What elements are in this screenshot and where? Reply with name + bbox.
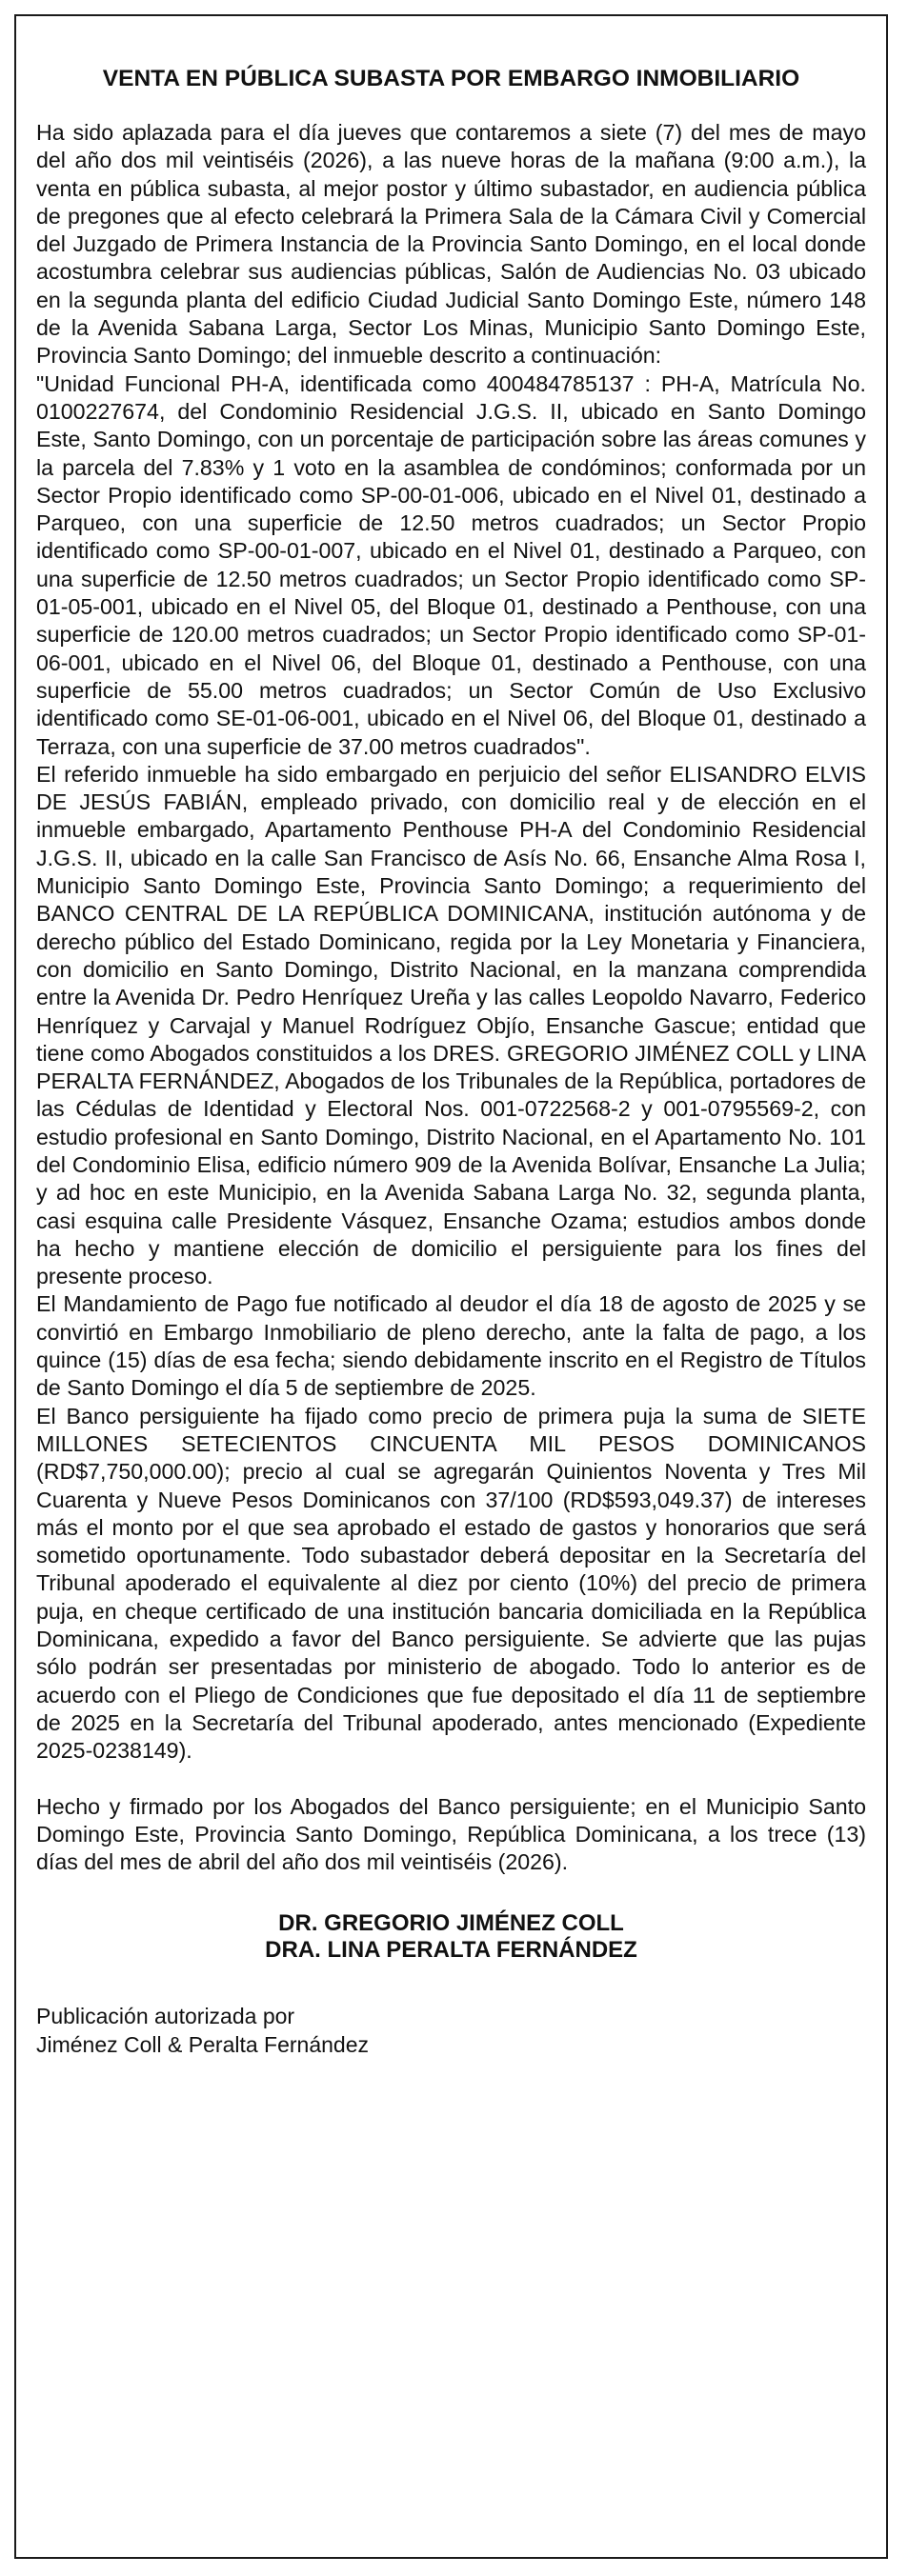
signer-name: DRA. LINA PERALTA FERNÁNDEZ <box>265 1937 637 1964</box>
seizure-paragraph: El referido inmueble ha sido embargado en perjuicio del señor ELISANDRO ELVIS DE JESÚS FABIÁN, empleado privado, con domicilio real y de elección en el inmueble embargado, Apartamento Penthouse PH-A del Condominio Residencial J.G.S. II, ubicado en la calle San Francisco de Asís No. 66, Ensanche Alma Rosa I, Municipio Santo Domingo Este, Provincia Santo Domingo; a requerimiento del BANCO CENTRAL DE LA REPÚBLICA DOMINICANA, institución autónoma y de derecho público del Estado Dominicano, regida por la Ley Monetaria y Financiera, con domicilio en Santo Domingo, Distrito Nacional, en la manzana comprendida entre la Avenida Dr. Pedro Henríquez Ureña y las calles Leopoldo Navarro, Federico Henríquez y Carvajal y Manuel Rodríguez Objío, Ensanche Gascue; entidad que tiene como Abogados constituidos a los DRES. GREGORIO JIMÉNEZ COLL y LINA PERALTA FERNÁNDEZ, Abogados de los Tribunales de la República, portadores de las Cédulas de Identidad y Electoral Nos. 001-0722568-2 y 001-0795569-2, con estudio profesional en Santo Domingo, Distrito Nacional, en el Apartamento No. 101 del Condominio Elisa, edificio número 909 de la Avenida Bolívar, Ensanche La Julia; y ad hoc en este Municipio, en la Avenida Sabana Larga No. 32, segunda planta, casi esquina calle Presidente Vásquez, Ensanche Ozama; estudios ambos donde ha hecho y mantiene elección de domicilio el persiguiente para los fines del presente proceso. <box>36 761 866 1289</box>
notice-title: VENTA EN PÚBLICA SUBASTA POR EMBARGO INMOBILIARIO <box>102 66 800 91</box>
publication-footer <box>36 2002 866 2059</box>
footer-line: Jiménez Coll & Peralta Fernández <box>36 2032 369 2058</box>
signer-name: DR. GREGORIO JIMÉNEZ COLL <box>278 1910 624 1937</box>
legal-notice <box>14 14 888 2559</box>
property-description-paragraph: "Unidad Funcional PH-A, identificada como 400484785137 : PH-A, Matrícula No. 0100227674, del Condominio Residencial J.G.S. II, ubicado en Santo Domingo Este, Santo Domingo, con un porcentaje de participación sobre las áreas comunes y la parcela del 7.83% y 1 voto en la asamblea de condóminos; conformada por un Sector Propio identificado como SP-00-01-006, ubicado en el Nivel 01, destinado a Parqueo, con una superficie de 12.50 metros cuadrados; un Sector Propio identificado como SP-00-01-007, ubicado en el Nivel 01, destinado a Parqueo, con una superficie de 12.50 metros cuadrados; un Sector Propio identificado como SP-01-05-001, ubicado en el Nivel 05, del Bloque 01, destinado a Penthouse, con una superficie de 120.00 metros cuadrados; un Sector Propio identificado como SP-01-06-001, ubicado en el Nivel 06, del Bloque 01, destinado a Penthouse, con una superficie de 55.00 metros cuadrados; un Sector Común de Uso Exclusivo identificado como SE-01-06-001, ubicado en el Nivel 06, del Bloque 01, destinado a Terraza, con una superficie de 37.00 metros cuadrados". <box>36 370 866 759</box>
footer-line: Publicación autorizada por <box>36 2004 295 2029</box>
signers-block <box>36 1910 866 1964</box>
price-paragraph: El Banco persiguiente ha fijado como precio de primera puja la suma de SIETE MILLONES SETECIENTOS CINCUENTA MIL PESOS DOMINICANOS (RD$7,750,000.00); precio al cual se agregarán Quinientos Noventa y Tres Mil Cuarenta y Nueve Pesos Dominicanos con 37/100 (RD$593,049.37) de intereses más el monto por el que sea aprobado el estado de gastos y honorarios que será sometido oportunamente. Todo subastador deberá depositar en la Secretaría del Tribunal apoderado el equivalente al diez por ciento (10%) del precio de primera puja, en cheque certificado de una institución bancaria domiciliada en la República Dominicana, expedido a favor del Banco persiguiente. Se advierte que las pujas sólo podrán ser presentadas por ministerio de abogado. Todo lo anterior es de acuerdo con el Pliego de Condiciones que fue depositado el día 11 de septiembre de 2025 en la Secretaría del Tribunal apoderado, antes mencionado (Expediente 2025-0238149). <box>36 1403 866 1764</box>
paragraph-spacer <box>36 1766 866 1793</box>
auction-paragraph: Ha sido aplazada para el día jueves que contaremos a siete (7) del mes de mayo del año dos mil veintiséis (2026), a las nueve horas de la mañana (9:00 a.m.), la venta en pública subasta, al mejor postor y último subastador, en audiencia pública de pregones que al efecto celebrará la Primera Sala de la Cámara Civil y Comercial del Juzgado de Primera Instancia de la Provincia Santo Domingo, en el local donde acostumbra celebrar sus audiencias públicas, Salón de Audiencias No. 03 ubicado en la segunda planta del edificio Ciudad Judicial Santo Domingo Este, número 148 de la Avenida Sabana Larga, Sector Los Minas, Municipio Santo Domingo Este, Provincia Santo Domingo; del inmueble descrito a continuación: <box>36 120 866 369</box>
payment-order-paragraph: El Mandamiento de Pago fue notificado al deudor el día 18 de agosto de 2025 y se convirtió en Embargo Inmobiliario de pleno derecho, ante la falta de pago, a los quince (15) días de esa fecha; siendo debidamente inscrito en el Registro de Títulos de Santo Domingo el día 5 de septiembre de 2025. <box>36 1291 866 1401</box>
closing-paragraph: Hecho y firmado por los Abogados del Banco persiguiente; en el Municipio Santo Domingo Este, Provincia Santo Domingo, República Dominicana, a los trece (13) días del mes de abril del año dos mil veintiséis (2026). <box>36 1793 866 1875</box>
